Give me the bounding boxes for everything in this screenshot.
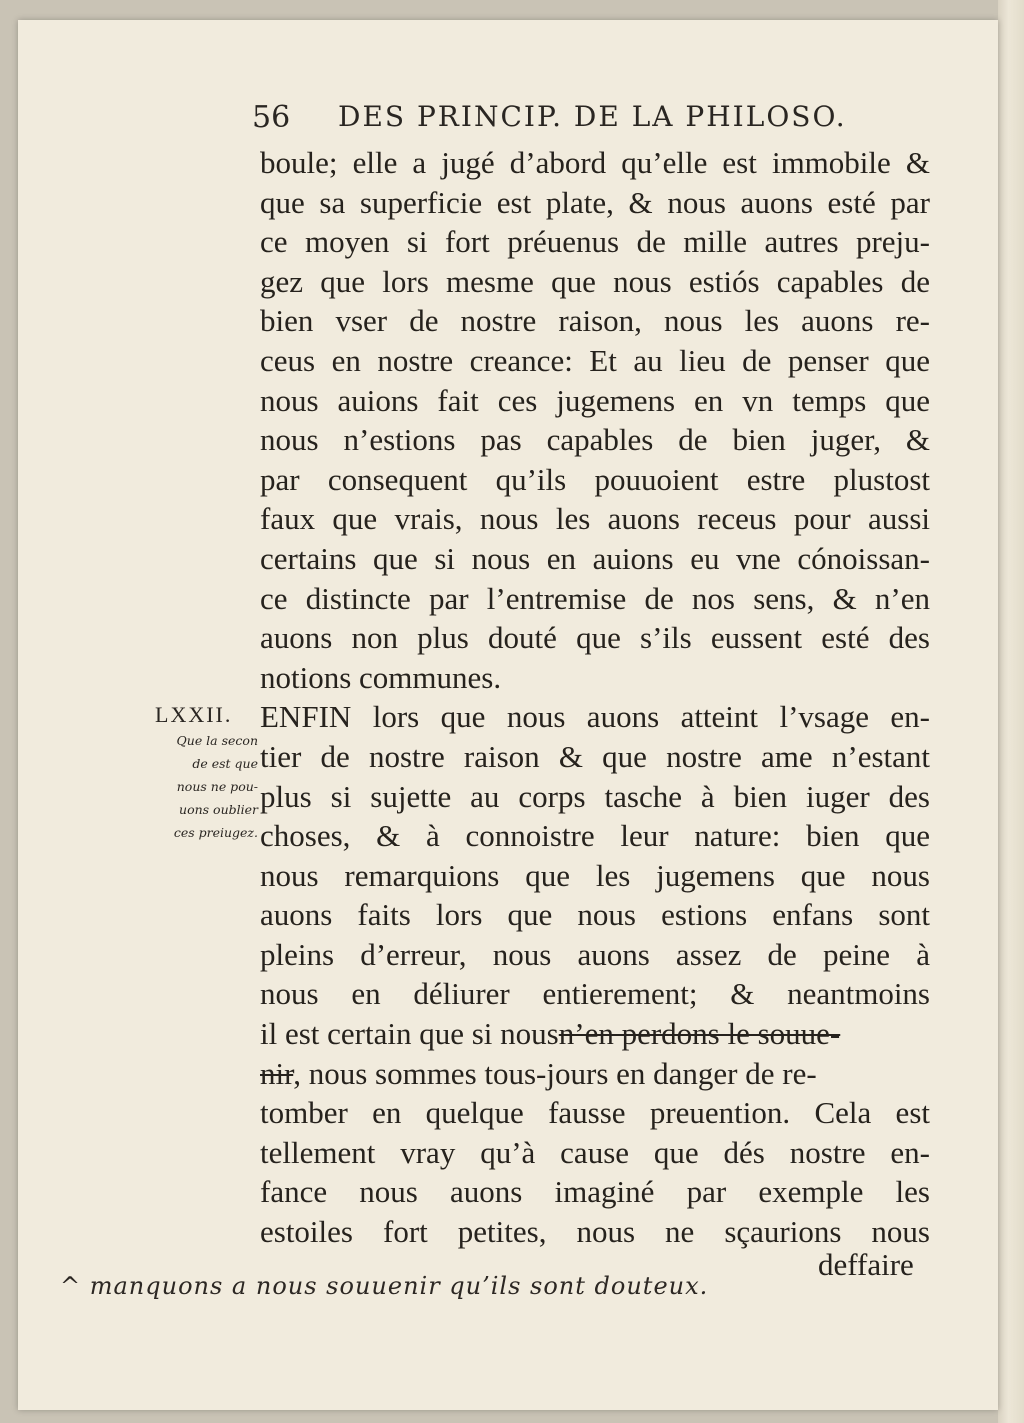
catchword: deffaire [818,1247,914,1282]
text-line: tellement vray qu’à cause que dés nostre en- [260,1134,930,1170]
text-line: auons faits lors que nous estions enfans sont [260,897,930,933]
gloss-line: uons oublier [179,802,258,817]
text-segment: , nous sommes tous-jours en danger de re- [293,1055,817,1091]
struck-text: nir [260,1055,294,1091]
gloss-line: de est que [192,756,258,771]
body-text [260,143,930,1252]
text-line: pleins d’erreur, nous auons assez de peine à [260,936,930,972]
margin-gloss [140,729,258,844]
text-line: nous remarquions que les jugemens que nous [260,857,930,893]
text-line: boule; elle a jugé d’abord qu’elle est immobile & [260,145,930,180]
adjacent-page-edge [998,0,1024,1423]
text-line: ceus en nostre creance: Et au lieu de penser que [260,342,930,378]
margin-article-number: LXXII. [155,702,233,727]
page-number: 56 [252,100,291,135]
text-line-with-strike [260,1014,930,1054]
text-line: nous en déliurer entierement; & neantmoins [260,976,930,1012]
gloss-line: Que la secon [176,733,258,748]
text-line: estoiles fort petites, nous ne sçaurions nous [260,1214,930,1250]
page-header [252,100,912,146]
text-line: notions communes. [260,659,502,695]
text-line: tier de nostre raison & que nostre ame n’estant [260,738,930,774]
text-segment: il est certain que si nous [260,1016,559,1052]
running-title: DES PRINCIP. DE LA PHILOSO. [338,100,847,133]
text-line: certains que si nous en auions eu vne cónoissan- [260,540,930,576]
text-line: ce distincte par l’entremise de nos sens, & n’en [260,580,930,616]
text-line: bien vser de nostre raison, nous les auons re- [260,303,930,339]
text-line: choses, & à connoistre leur nature: bien que [260,818,930,854]
text-line: auons non plus douté que s’ils eussent esté des [260,620,930,656]
gloss-line: ces preiugez. [173,825,258,840]
text-line: tomber en quelque fausse preuention. Cela est [260,1095,930,1131]
text-line: ce moyen si fort préuenus de mille autres preju- [260,224,930,260]
gloss-line: nous ne pou- [176,779,258,794]
text-line: ENFIN lors que nous auons atteint l’vsage en- [260,699,930,735]
handwritten-note: ^ manquons a nous souuenir qu’ils sont douteux. [60,1272,709,1300]
text-line: que sa superficie est plate, & nous auons esté par [260,184,930,220]
text-line-with-strike [260,1054,930,1094]
text-line: par consequent qu’ils pouuoient estre plustost [260,461,930,497]
text-line: fance nous auons imaginé par exemple les [260,1174,930,1210]
text-line: faux que vrais, nous les auons receus pour aussi [260,501,930,537]
text-line: plus si sujette au corps tasche à bien iuger des [260,778,930,814]
struck-text: n’en perdons le souue- [558,1016,841,1052]
text-line: nous auions fait ces jugemens en vn temps que [260,382,930,418]
text-line: nous n’estions pas capables de bien juger, & [260,422,930,458]
text-line: gez que lors mesme que nous estiós capables de [260,263,930,299]
